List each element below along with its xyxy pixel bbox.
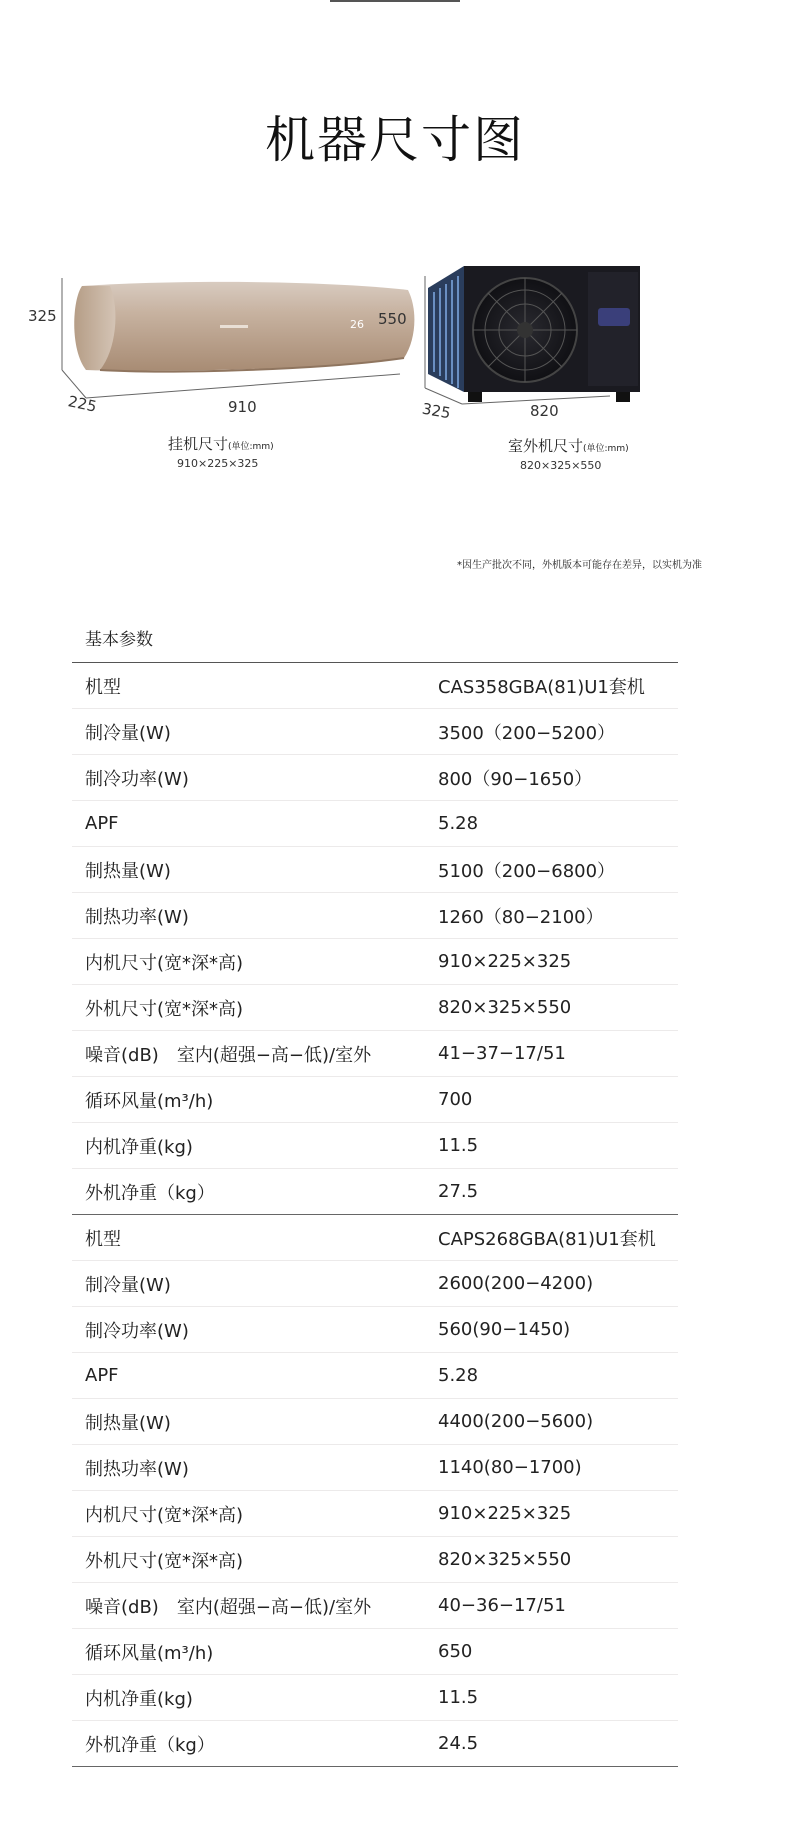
spec-table bbox=[72, 618, 678, 1767]
table-row bbox=[72, 1307, 678, 1353]
spec-value: CAPS268GBA(81)U1套机 bbox=[438, 1228, 656, 1250]
spec-value: 820×325×550 bbox=[438, 1549, 572, 1570]
spec-key: APF bbox=[85, 813, 119, 834]
spec-value: 41−37−17/51 bbox=[438, 1043, 566, 1064]
spec-key: 外机尺寸(宽*深*高) bbox=[85, 998, 244, 1020]
indoor-caption-unit: (单位:mm) bbox=[228, 442, 274, 452]
spec-key: 制冷量(W) bbox=[85, 722, 171, 744]
table-row bbox=[72, 985, 678, 1031]
disclaimer-note: *因生产批次不同，外机版本可能存在差异，以实机为准 bbox=[457, 560, 702, 571]
spec-value: 910×225×325 bbox=[438, 951, 572, 972]
spec-key: 机型 bbox=[85, 676, 121, 698]
spec-value: 820×325×550 bbox=[438, 997, 572, 1018]
outdoor-caption bbox=[508, 435, 629, 456]
outdoor-unit-illustration bbox=[420, 262, 790, 532]
spec-value: 2600(200−4200) bbox=[438, 1273, 594, 1294]
outdoor-caption-unit: (单位:mm) bbox=[583, 444, 629, 454]
indoor-height-label: 325 bbox=[28, 307, 57, 325]
table-row bbox=[72, 1675, 678, 1721]
indoor-unit-figure bbox=[20, 270, 420, 530]
spec-table-body bbox=[72, 663, 678, 1767]
spec-key: 循环风量(m³/h) bbox=[85, 1090, 214, 1112]
table-row bbox=[72, 1215, 678, 1261]
table-row bbox=[72, 1629, 678, 1675]
table-row bbox=[72, 663, 678, 709]
table-row bbox=[72, 1399, 678, 1445]
table-row bbox=[72, 1077, 678, 1123]
spec-key: 制冷功率(W) bbox=[85, 1320, 189, 1342]
spec-value: 560(90−1450) bbox=[438, 1319, 571, 1340]
spec-key: 循环风量(m³/h) bbox=[85, 1642, 214, 1664]
table-row bbox=[72, 893, 678, 939]
outdoor-unit-figure bbox=[378, 262, 790, 532]
outdoor-depth-label: 325 bbox=[420, 399, 452, 423]
brand-logo-strip bbox=[220, 325, 248, 328]
spec-key: 外机净重（kg） bbox=[85, 1182, 215, 1204]
page-title: 机器尺寸图 bbox=[265, 111, 525, 169]
spec-value: 11.5 bbox=[438, 1687, 479, 1708]
indoor-dims: 910×225×325 bbox=[177, 457, 259, 470]
indoor-caption bbox=[168, 433, 274, 454]
spec-value: 40−36−17/51 bbox=[438, 1595, 566, 1616]
table-row bbox=[72, 1445, 678, 1491]
spec-value: 910×225×325 bbox=[438, 1503, 572, 1524]
spec-value: 700 bbox=[438, 1089, 473, 1110]
table-row bbox=[72, 1169, 678, 1215]
spec-key: 内机净重(kg) bbox=[85, 1136, 193, 1158]
table-row bbox=[72, 1537, 678, 1583]
spec-key: 制冷量(W) bbox=[85, 1274, 171, 1296]
spec-value: 5.28 bbox=[438, 813, 479, 834]
spec-value: 1260（80−2100） bbox=[438, 906, 604, 928]
table-row bbox=[72, 1491, 678, 1537]
spec-value: 3500（200−5200） bbox=[438, 722, 616, 744]
spec-key: 内机尺寸(宽*深*高) bbox=[85, 952, 244, 974]
spec-key: APF bbox=[85, 1365, 119, 1386]
table-row bbox=[72, 939, 678, 985]
spec-value: CAS358GBA(81)U1套机 bbox=[438, 676, 645, 698]
spec-value: 4400(200−5600) bbox=[438, 1411, 594, 1432]
spec-key: 噪音(dB) 室内(超强−高−低)/室外 bbox=[85, 1596, 372, 1618]
spec-table-header: 基本参数 bbox=[72, 618, 678, 663]
table-row bbox=[72, 709, 678, 755]
spec-key: 制热量(W) bbox=[85, 1412, 171, 1434]
temperature-display: 26 bbox=[350, 318, 364, 331]
spec-key: 机型 bbox=[85, 1228, 121, 1250]
outdoor-brand-badge bbox=[598, 308, 630, 326]
top-divider bbox=[330, 0, 460, 2]
spec-key: 制热功率(W) bbox=[85, 1458, 189, 1480]
table-row bbox=[72, 1123, 678, 1169]
outdoor-caption-title: 室外机尺寸 bbox=[508, 437, 584, 455]
table-row bbox=[72, 755, 678, 801]
outdoor-width-label: 820 bbox=[530, 402, 559, 420]
indoor-caption-title: 挂机尺寸 bbox=[168, 435, 229, 453]
spec-key: 噪音(dB) 室内(超强−高−低)/室外 bbox=[85, 1044, 372, 1066]
outdoor-dims: 820×325×550 bbox=[520, 459, 602, 472]
spec-value: 5.28 bbox=[438, 1365, 479, 1386]
outdoor-height-label: 550 bbox=[378, 310, 407, 328]
spec-value: 1140(80−1700) bbox=[438, 1457, 582, 1478]
spec-key: 内机净重(kg) bbox=[85, 1688, 193, 1710]
spec-key: 外机尺寸(宽*深*高) bbox=[85, 1550, 244, 1572]
spec-key: 外机净重（kg） bbox=[85, 1734, 215, 1756]
indoor-width-label: 910 bbox=[228, 398, 257, 416]
spec-key: 内机尺寸(宽*深*高) bbox=[85, 1504, 244, 1526]
spec-value: 650 bbox=[438, 1641, 473, 1662]
spec-key: 制热功率(W) bbox=[85, 906, 189, 928]
table-row bbox=[72, 801, 678, 847]
spec-key: 制热量(W) bbox=[85, 860, 171, 882]
spec-value: 800（90−1650） bbox=[438, 768, 593, 790]
table-row bbox=[72, 847, 678, 893]
spec-value: 11.5 bbox=[438, 1135, 479, 1156]
spec-key: 制冷功率(W) bbox=[85, 768, 189, 790]
table-row bbox=[72, 1721, 678, 1767]
table-row bbox=[72, 1583, 678, 1629]
table-row bbox=[72, 1261, 678, 1307]
spec-value: 27.5 bbox=[438, 1181, 479, 1202]
indoor-depth-label: 225 bbox=[66, 392, 99, 416]
spec-value: 5100（200−6800） bbox=[438, 860, 616, 882]
spec-value: 24.5 bbox=[438, 1733, 479, 1754]
table-row bbox=[72, 1031, 678, 1077]
table-row bbox=[72, 1353, 678, 1399]
